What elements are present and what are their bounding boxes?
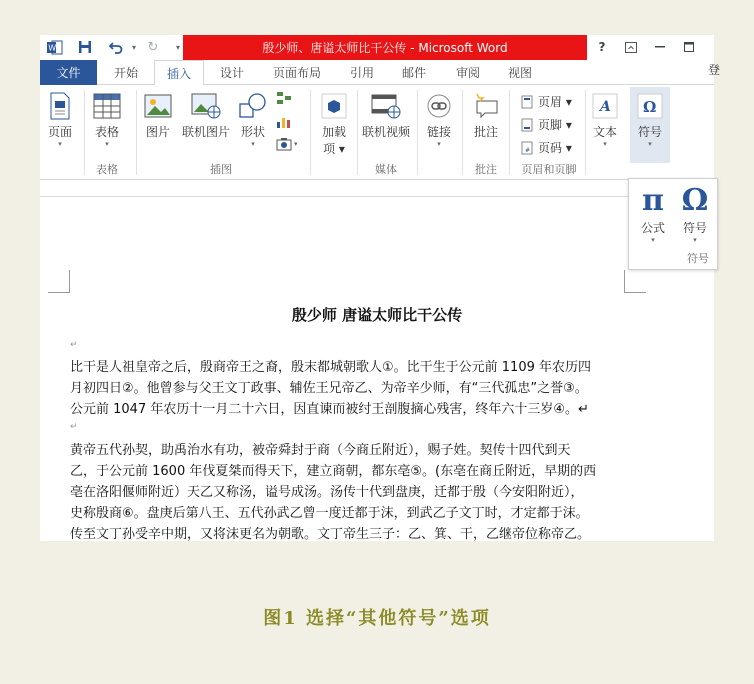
picture-button[interactable] — [141, 89, 175, 140]
table-label: 表格 — [94, 125, 119, 139]
shapes-dropdown-icon: ▾ — [251, 140, 255, 148]
online-picture-label: 联机图片 — [181, 125, 230, 139]
online-video-label: 联机视频 — [361, 125, 410, 139]
separator — [462, 90, 463, 175]
symbol-menu-label: 符号 — [682, 221, 707, 235]
tab-view[interactable]: 视图 — [507, 66, 532, 80]
picture-icon — [144, 89, 172, 123]
header-button[interactable] — [520, 93, 572, 110]
text-box-icon — [592, 89, 618, 123]
shapes-label: 形状 — [240, 125, 265, 139]
table-icon — [93, 89, 121, 123]
document-line[interactable]: 史称殷商⑥。盘庚后第八王、五代孙武乙曾一度迁都于沫，到武乙子文丁时，才定都于沫。 — [70, 506, 589, 521]
separator — [84, 90, 85, 175]
footer-label: 页脚 ▾ — [538, 118, 572, 132]
online-video-button[interactable] — [360, 89, 412, 140]
ruler — [40, 181, 714, 197]
tab-review[interactable]: 审阅 — [455, 66, 480, 80]
screenshot-icon — [276, 137, 292, 151]
document-page — [40, 198, 714, 541]
online-picture-button[interactable] — [178, 89, 234, 140]
page-button[interactable] — [43, 89, 77, 148]
equation-dropdown-icon: ▾ — [651, 236, 655, 244]
crop-mark — [48, 270, 70, 293]
minimize-icon[interactable] — [649, 38, 671, 56]
undo-icon[interactable] — [106, 38, 126, 56]
screenshot-dropdown-icon: ▾ — [294, 140, 298, 148]
redo-icon[interactable]: ↻ — [147, 39, 159, 55]
screenshot-button[interactable] — [276, 137, 298, 151]
addins-label-line2: 项 ▾ — [323, 142, 345, 156]
separator — [136, 90, 137, 175]
separator — [357, 90, 358, 175]
page-number-icon — [520, 141, 534, 155]
text-label: 文本 — [592, 125, 617, 139]
equation-button[interactable] — [633, 183, 673, 244]
separator — [310, 90, 311, 175]
comment-label: 批注 — [473, 125, 498, 139]
chart-icon — [276, 115, 292, 129]
addins-button[interactable] — [315, 89, 353, 157]
shapes-button[interactable] — [236, 89, 270, 148]
paragraph-mark: ↵ — [70, 340, 78, 350]
symbol-label: 符号 — [637, 125, 662, 139]
link-icon — [426, 89, 452, 123]
text-button[interactable] — [588, 89, 622, 148]
text-dropdown-icon: ▾ — [603, 140, 607, 148]
document-line[interactable]: 黄帝五代孙契，助禹治水有功，被帝舜封于商（今商丘附近），赐子姓。契传十四代到天 — [70, 443, 571, 458]
shapes-icon — [238, 89, 268, 123]
link-label: 链接 — [426, 125, 451, 139]
online-video-icon — [371, 89, 401, 123]
window-title: 殷少师、唐谥太师比干公传 - Microsoft Word — [183, 35, 587, 60]
tab-design[interactable]: 设计 — [219, 66, 244, 80]
chart-button[interactable] — [276, 115, 292, 129]
smartart-icon — [276, 91, 292, 105]
svg-text:W: W — [48, 43, 57, 52]
svg-text:A: A — [600, 99, 611, 115]
store-icon — [321, 89, 347, 123]
omega-icon — [637, 89, 663, 123]
group-media: 媒体 — [375, 163, 397, 176]
group-header-footer: 页眉和页脚 — [521, 163, 577, 176]
page-dropdown-icon: ▾ — [58, 140, 62, 148]
ribbon-display-options-icon[interactable] — [620, 38, 642, 56]
customize-toolbar-icon[interactable]: ▾ — [175, 42, 180, 52]
link-dropdown-icon: ▾ — [437, 140, 441, 148]
svg-text:#: # — [525, 146, 531, 154]
equation-label: 公式 — [640, 221, 665, 235]
smartart-button[interactable] — [276, 91, 292, 105]
tab-mailings[interactable]: 邮件 — [401, 66, 426, 80]
footer-button[interactable] — [520, 116, 572, 133]
table-dropdown-icon: ▾ — [105, 140, 109, 148]
help-button[interactable]: ? — [598, 40, 606, 54]
omega-icon: Ω — [681, 183, 709, 218]
document-line[interactable]: 亳在洛阳偃师附近）天乙又称汤，谥号成汤。汤传十代到盘庚，迁都于殷（今安阳附近）， — [70, 485, 584, 500]
save-icon[interactable] — [75, 38, 95, 56]
document-line[interactable]: 月初四日②。他曾参与父王文丁政事、辅佐王兄帝乙、为帝辛少师，有“三代孤忠”之誉③。 — [70, 381, 588, 396]
clipped-text: 登 — [708, 63, 721, 77]
group-illustrations: 插图 — [210, 163, 232, 176]
ribbon-tabs — [40, 60, 714, 85]
group-comments: 批注 — [475, 163, 497, 176]
footer-icon — [520, 118, 534, 132]
crop-mark — [624, 270, 646, 293]
comment-button[interactable] — [468, 89, 504, 140]
page-icon — [49, 89, 71, 123]
ribbon — [40, 85, 714, 180]
word-window — [40, 35, 714, 541]
page-number-button[interactable] — [520, 139, 572, 156]
header-label: 页眉 ▾ — [538, 95, 572, 109]
separator — [509, 90, 510, 175]
symbol-dropdown-icon: ▾ — [648, 140, 652, 148]
document-title[interactable]: 殷少师 唐谥太师比干公传 — [291, 306, 463, 324]
tab-references[interactable]: 引用 — [349, 66, 374, 80]
link-button[interactable] — [422, 89, 456, 148]
group-symbols: 符号 — [687, 252, 709, 265]
group-tables: 表格 — [96, 163, 118, 176]
symbol-menu-dropdown-icon: ▾ — [693, 236, 697, 244]
comment-icon — [472, 89, 500, 123]
word-app-icon[interactable] — [45, 38, 65, 56]
paragraph-mark: ↵ — [70, 422, 78, 432]
maximize-icon[interactable] — [678, 38, 700, 56]
pi-icon: π — [642, 183, 664, 218]
document-line[interactable]: 乙，于公元前 1600 年伐夏桀而得天下，建立商朝，都东亳⑤。(东亳在商丘附近，早期的西 — [70, 464, 597, 479]
title-bar — [40, 35, 714, 60]
page-number-label: 页码 ▾ — [538, 141, 572, 155]
addins-label-line1: 加载 — [321, 125, 346, 139]
header-icon — [520, 95, 534, 109]
page-label: 页面 — [47, 125, 72, 139]
tab-file[interactable]: 文件 — [40, 60, 97, 85]
document-line[interactable]: 公元前 1047 年农历十一月二十六日，因直谏而被纣王剖腹摘心残害，终年六十三岁④。↵ — [70, 402, 589, 417]
symbol-menu-button[interactable] — [675, 183, 715, 244]
tab-home[interactable]: 开始 — [113, 66, 138, 80]
tab-insert[interactable]: 插入 — [154, 60, 204, 86]
document-line[interactable]: 传至文丁孙受辛中期，又将沫更名为朝歌。文丁帝生三子：乙、箕、干，乙继帝位称帝乙。 — [70, 527, 591, 541]
undo-dropdown-icon[interactable]: ▾ — [131, 42, 136, 52]
document-line[interactable]: 比干是人祖皇帝之后，殷商帝王之裔，殷末都城朝歌人①。比干生于公元前 1109 年农历四 — [70, 360, 592, 375]
separator — [585, 90, 586, 175]
symbols-dropdown — [628, 178, 718, 270]
separator — [417, 90, 418, 175]
table-button[interactable] — [88, 89, 126, 148]
symbol-button[interactable] — [630, 87, 670, 163]
picture-label: 图片 — [145, 125, 170, 139]
svg-text:Ω: Ω — [643, 98, 657, 116]
figure-caption: 图1 选择“其他符号”选项 — [263, 608, 491, 629]
online-picture-icon — [191, 89, 221, 123]
tab-page-layout[interactable]: 页面布局 — [272, 66, 321, 80]
